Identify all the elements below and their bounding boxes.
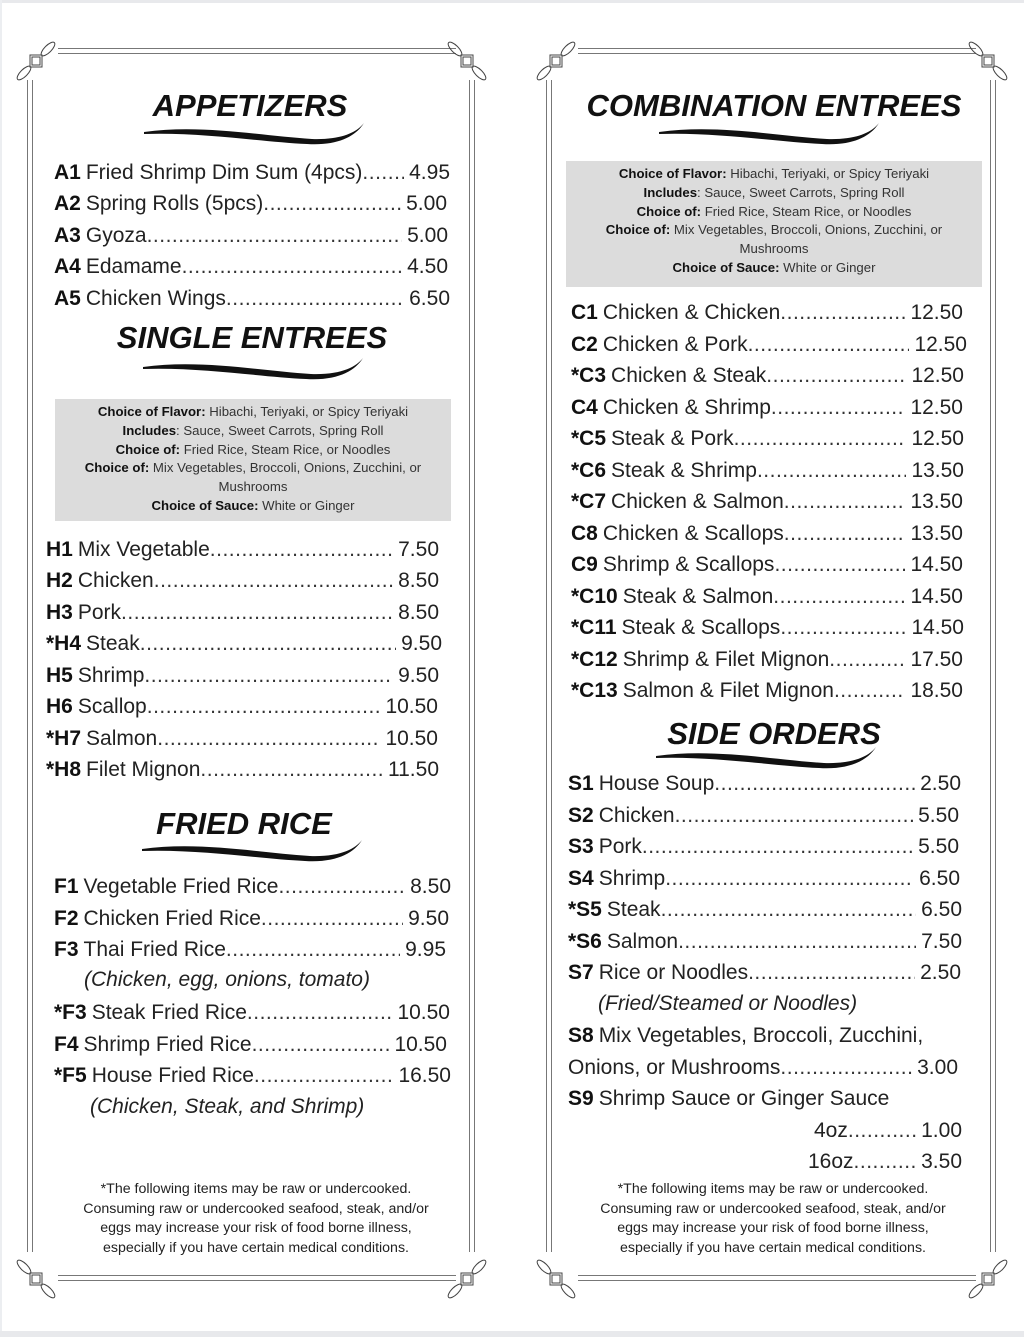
menu-item-raw: *C10 Steak & Salmon ..... 14.50 xyxy=(571,584,963,610)
title-underline-swoosh xyxy=(654,746,879,772)
leader-dots xyxy=(263,191,401,217)
ornament-corner-icon xyxy=(966,40,1010,84)
menu-item: S4 Shrimp ..... 6.50 xyxy=(568,866,960,892)
leader-dots xyxy=(784,489,906,515)
menu-item: S9 Shrimp Sauce or Ginger Sauce xyxy=(568,1087,890,1110)
menu-item: F4 Shrimp Fried Rice ..... 10.50 xyxy=(54,1032,447,1058)
section-title-side-orders: SIDE ORDERS xyxy=(667,716,881,751)
menu-item: F2 Chicken Fried Rice ..... 9.50 xyxy=(54,906,449,932)
leader-dots xyxy=(362,160,404,186)
leader-dots xyxy=(182,254,403,280)
leader-dots xyxy=(140,631,396,657)
menu-item: S2 Chicken ..... 5.50 xyxy=(568,803,959,829)
raw-food-disclaimer: *The following items may be raw or undercooked. Consuming raw or undercooked seafood, steak, and/or eggs may increase your risk of food borne illness, especially if you have certain medical conditions. xyxy=(600,1181,946,1256)
leader-dots xyxy=(226,937,400,963)
menu-item: H2 Chicken ..... 8.50 xyxy=(46,568,439,594)
title-underline-swoosh xyxy=(141,357,366,383)
ornament-corner-icon xyxy=(966,1258,1010,1302)
leader-dots xyxy=(829,647,905,673)
menu-item-raw: *C6 Steak & Shrimp ..... 13.50 xyxy=(571,458,964,484)
leader-dots xyxy=(121,600,393,626)
frame-right-border xyxy=(469,80,475,1252)
leader-dots xyxy=(642,834,913,860)
leader-dots xyxy=(226,286,404,312)
menu-item-raw: *C3 Chicken & Steak ..... 12.50 xyxy=(571,363,964,389)
leader-dots xyxy=(665,866,914,892)
leader-dots xyxy=(200,757,383,783)
menu-item-raw: *H4 Steak ..... 9.50 xyxy=(46,631,442,657)
menu-item: A2 Spring Rolls (5pcs) ..... 5.00 xyxy=(54,191,447,217)
menu-item-raw: *C13 Salmon & Filet Mignon ..... 18.50 xyxy=(571,678,963,704)
leader-dots xyxy=(147,694,381,720)
menu-item: F3 Thai Fried Rice ..... 9.95 xyxy=(54,937,446,963)
item-description: (Fried/Steamed or Noodles) xyxy=(598,992,858,1015)
menu-item-raw: *S6 Salmon ..... 7.50 xyxy=(568,929,962,955)
menu-item-raw: *C5 Steak & Pork ..... 12.50 xyxy=(571,426,964,452)
leader-dots xyxy=(252,1032,390,1058)
leader-dots xyxy=(774,552,905,578)
size-price-row: 4oz ..... 1.00 xyxy=(814,1118,962,1144)
leader-dots xyxy=(773,584,905,610)
leader-dots xyxy=(854,1149,917,1175)
raw-food-disclaimer: *The following items may be raw or undercooked. Consuming raw or undercooked seafood, steak, and/or eggs may increase your risk of food borne illness, especially if you have certain medical conditions. xyxy=(83,1181,429,1256)
single-entrees-info-box: Choice of Flavor: Hibachi, Teriyaki, or Spicy Teriyaki Includes: Sauce, Sweet Carrots, Spring Roll Choice of: Fried Rice, Steam Rice, or Noodles Choice of: Mix Vegetables, Broccoli, Onions, Zucchini, or Mushrooms Choice of Sauce: White or Ginger xyxy=(55,399,451,521)
menu-item-raw: *C7 Chicken & Salmon ..... 13.50 xyxy=(571,489,963,515)
leader-dots xyxy=(157,726,380,752)
menu-item-raw: *C11 Steak & Scallops ..... 14.50 xyxy=(571,615,964,641)
menu-item: H5 Shrimp ..... 9.50 xyxy=(46,663,439,689)
leader-dots xyxy=(757,458,907,484)
ornament-corner-icon xyxy=(534,1258,578,1302)
menu-item: S7 Rice or Noodles ..... 2.50 xyxy=(568,960,961,986)
frame-left-border xyxy=(27,80,33,1252)
menu-item: C1 Chicken & Chicken ..... 12.50 xyxy=(571,300,963,326)
frame-bottom-border xyxy=(578,1275,976,1281)
leader-dots xyxy=(784,521,906,547)
menu-item: A4 Edamame ..... 4.50 xyxy=(54,254,448,280)
menu-item: C2 Chicken & Pork ..... 12.50 xyxy=(571,332,967,358)
menu-item-raw: *F5 House Fried Rice ..... 16.50 xyxy=(54,1063,451,1089)
leader-dots xyxy=(144,663,393,689)
leader-dots xyxy=(210,537,393,563)
leader-dots xyxy=(261,906,403,932)
menu-item-raw: *H7 Salmon ..... 10.50 xyxy=(46,726,438,752)
menu-item: A5 Chicken Wings ..... 6.50 xyxy=(54,286,450,312)
menu-item: C9 Shrimp & Scallops ..... 14.50 xyxy=(571,552,963,578)
menu-item: H1 Mix Vegetable ..... 7.50 xyxy=(46,537,439,563)
title-underline-swoosh xyxy=(657,122,882,148)
menu-item: S3 Pork ..... 5.50 xyxy=(568,834,959,860)
menu-item-continuation: Onions, or Mushrooms ..... 3.00 xyxy=(568,1055,958,1081)
leader-dots xyxy=(675,803,914,829)
menu-item-raw: *F3 Steak Fried Rice ..... 10.50 xyxy=(54,1000,450,1026)
section-title-appetizers: APPETIZERS xyxy=(152,88,348,123)
menu-item: S8 Mix Vegetables, Broccoli, Zucchini, xyxy=(568,1024,924,1047)
leader-dots xyxy=(147,223,403,249)
menu-item: C8 Chicken & Scallops ..... 13.50 xyxy=(571,521,963,547)
frame-bottom-border xyxy=(58,1275,456,1281)
title-underline-swoosh xyxy=(140,839,365,865)
menu-item: F1 Vegetable Fried Rice ..... 8.50 xyxy=(54,874,451,900)
frame-top-border xyxy=(578,48,976,54)
leader-dots xyxy=(254,1063,394,1089)
menu-item-raw: *S5 Steak ..... 6.50 xyxy=(568,897,962,923)
menu-page-right xyxy=(512,0,1024,1337)
frame-right-border xyxy=(990,80,996,1252)
section-title-combination-entrees: COMBINATION ENTREES xyxy=(586,88,962,123)
item-description: (Chicken, egg, onions, tomato) xyxy=(84,968,370,991)
ornament-corner-icon xyxy=(445,1258,489,1302)
leader-dots xyxy=(748,332,910,358)
leader-dots xyxy=(661,897,917,923)
leader-dots xyxy=(154,568,393,594)
frame-left-border xyxy=(546,80,552,1252)
section-title-fried-rice: FRIED RICE xyxy=(156,806,332,841)
frame-top-border xyxy=(58,48,456,54)
ornament-corner-icon xyxy=(14,40,58,84)
menu-item: C4 Chicken & Shrimp ..... 12.50 xyxy=(571,395,963,421)
section-title-single-entrees: SINGLE ENTREES xyxy=(116,320,388,355)
leader-dots xyxy=(771,395,906,421)
leader-dots xyxy=(848,1118,916,1144)
size-price-row: 16oz ..... 3.50 xyxy=(808,1149,962,1175)
ornament-corner-icon xyxy=(445,40,489,84)
ornament-corner-icon xyxy=(534,40,578,84)
leader-dots xyxy=(678,929,916,955)
leader-dots xyxy=(714,771,915,797)
menu-item: H3 Pork ..... 8.50 xyxy=(46,600,439,626)
item-description: (Chicken, Steak, and Shrimp) xyxy=(90,1095,365,1118)
leader-dots xyxy=(734,426,907,452)
menu-item: A3 Gyoza ..... 5.00 xyxy=(54,223,448,249)
menu-item-raw: *C12 Shrimp & Filet Mignon ..... 17.50 xyxy=(571,647,963,673)
title-underline-swoosh xyxy=(142,122,367,148)
leader-dots xyxy=(766,363,906,389)
leader-dots xyxy=(834,678,905,704)
leader-dots xyxy=(780,615,906,641)
leader-dots xyxy=(247,1000,393,1026)
menu-item: S1 House Soup ..... 2.50 xyxy=(568,771,961,797)
menu-item: A1 Fried Shrimp Dim Sum (4pcs) ..... 4.95 xyxy=(54,160,450,186)
leader-dots xyxy=(278,874,405,900)
menu-item-raw: *H8 Filet Mignon ..... 11.50 xyxy=(46,757,439,783)
leader-dots xyxy=(748,960,915,986)
ornament-corner-icon xyxy=(14,1258,58,1302)
leader-dots xyxy=(780,1055,912,1081)
menu-item: H6 Scallop ..... 10.50 xyxy=(46,694,438,720)
leader-dots xyxy=(780,300,905,326)
combination-entrees-info-box: Choice of Flavor: Hibachi, Teriyaki, or Spicy Teriyaki Includes: Sauce, Sweet Carrots, Spring Roll Choice of: Fried Rice, Steam Rice, or Noodles Choice of: Mix Vegetables, Broccoli, Onions, Zucchini, or Mushrooms Choice of Sauce: White or Ginger xyxy=(566,161,982,287)
